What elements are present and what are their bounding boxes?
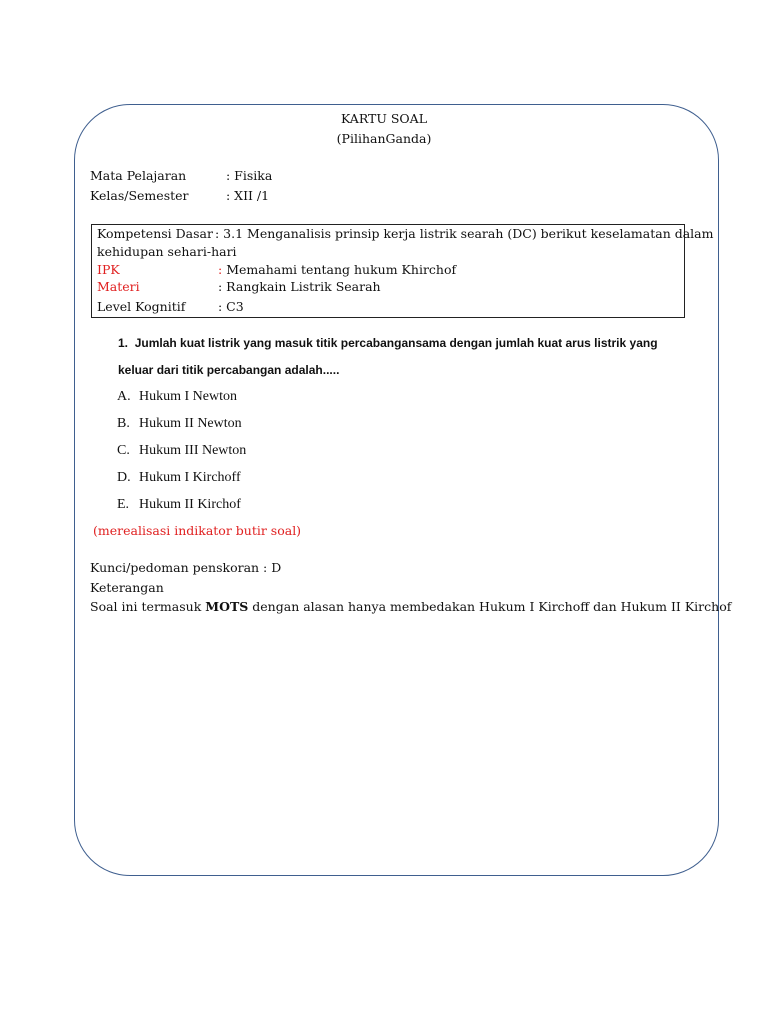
option-text: Hukum II Kirchof xyxy=(139,497,241,512)
materi-value: : Rangkain Listrik Searah xyxy=(218,279,381,294)
level-value: : C3 xyxy=(218,299,244,314)
option-d xyxy=(117,469,241,487)
option-letter: A. xyxy=(117,389,131,404)
level-label: Level Kognitif xyxy=(97,299,186,314)
option-letter: D. xyxy=(117,470,131,485)
scoring-key: Kunci/pedoman penskoran : D xyxy=(90,560,282,575)
ipk-label: IPK xyxy=(97,262,120,277)
kd-value-line1: : 3.1 Menganalisis prinsip kerja listrik searah (DC) berikut keselamatan dalam xyxy=(215,226,714,241)
option-letter: E. xyxy=(117,497,130,512)
remarks-text xyxy=(90,598,731,615)
indicator-note: (merealisasi indikator butir soal) xyxy=(93,523,302,538)
option-a xyxy=(117,388,237,406)
option-text: Hukum I Kirchoff xyxy=(139,470,241,485)
materi-label: Materi xyxy=(97,279,140,294)
card-subtitle: (PilihanGanda) xyxy=(336,131,432,146)
remarks-suffix: dengan alasan hanya membedakan Hukum I Kirchoff dan Hukum II Kirchof xyxy=(248,599,732,614)
option-text: Hukum I Newton xyxy=(139,389,237,404)
question-number: 1. xyxy=(118,336,129,350)
kd-value-line2: kehidupan sehari-hari xyxy=(97,244,237,259)
class-label: Kelas/Semester xyxy=(90,188,189,203)
question-card-frame xyxy=(74,104,719,876)
question-text-1: Jumlah kuat listrik yang masuk titik percabangansama dengan jumlah kuat arus listrik yang xyxy=(134,336,658,350)
option-text: Hukum III Newton xyxy=(139,443,247,458)
question-line-1 xyxy=(118,336,658,350)
option-text: Hukum II Newton xyxy=(139,416,242,431)
question-text-2: keluar dari titik percabangan adalah..... xyxy=(118,363,340,377)
option-c xyxy=(117,442,246,460)
subject-label: Mata Pelajaran xyxy=(90,168,187,183)
remarks-label: Keterangan xyxy=(90,580,164,595)
option-e xyxy=(117,496,241,514)
option-b xyxy=(117,415,242,433)
subject-value: : Fisika xyxy=(226,168,273,183)
option-letter: B. xyxy=(117,416,130,431)
card-title: KARTU SOAL xyxy=(340,111,428,126)
ipk-colon: : xyxy=(218,262,223,277)
kd-label: Kompetensi Dasar xyxy=(97,226,213,241)
class-value: : XII /1 xyxy=(226,188,270,203)
option-letter: C. xyxy=(117,443,130,458)
remarks-bold: MOTS xyxy=(205,599,249,614)
remarks-prefix: Soal ini termasuk xyxy=(90,599,206,614)
ipk-value: Memahami tentang hukum Khirchof xyxy=(226,262,457,277)
